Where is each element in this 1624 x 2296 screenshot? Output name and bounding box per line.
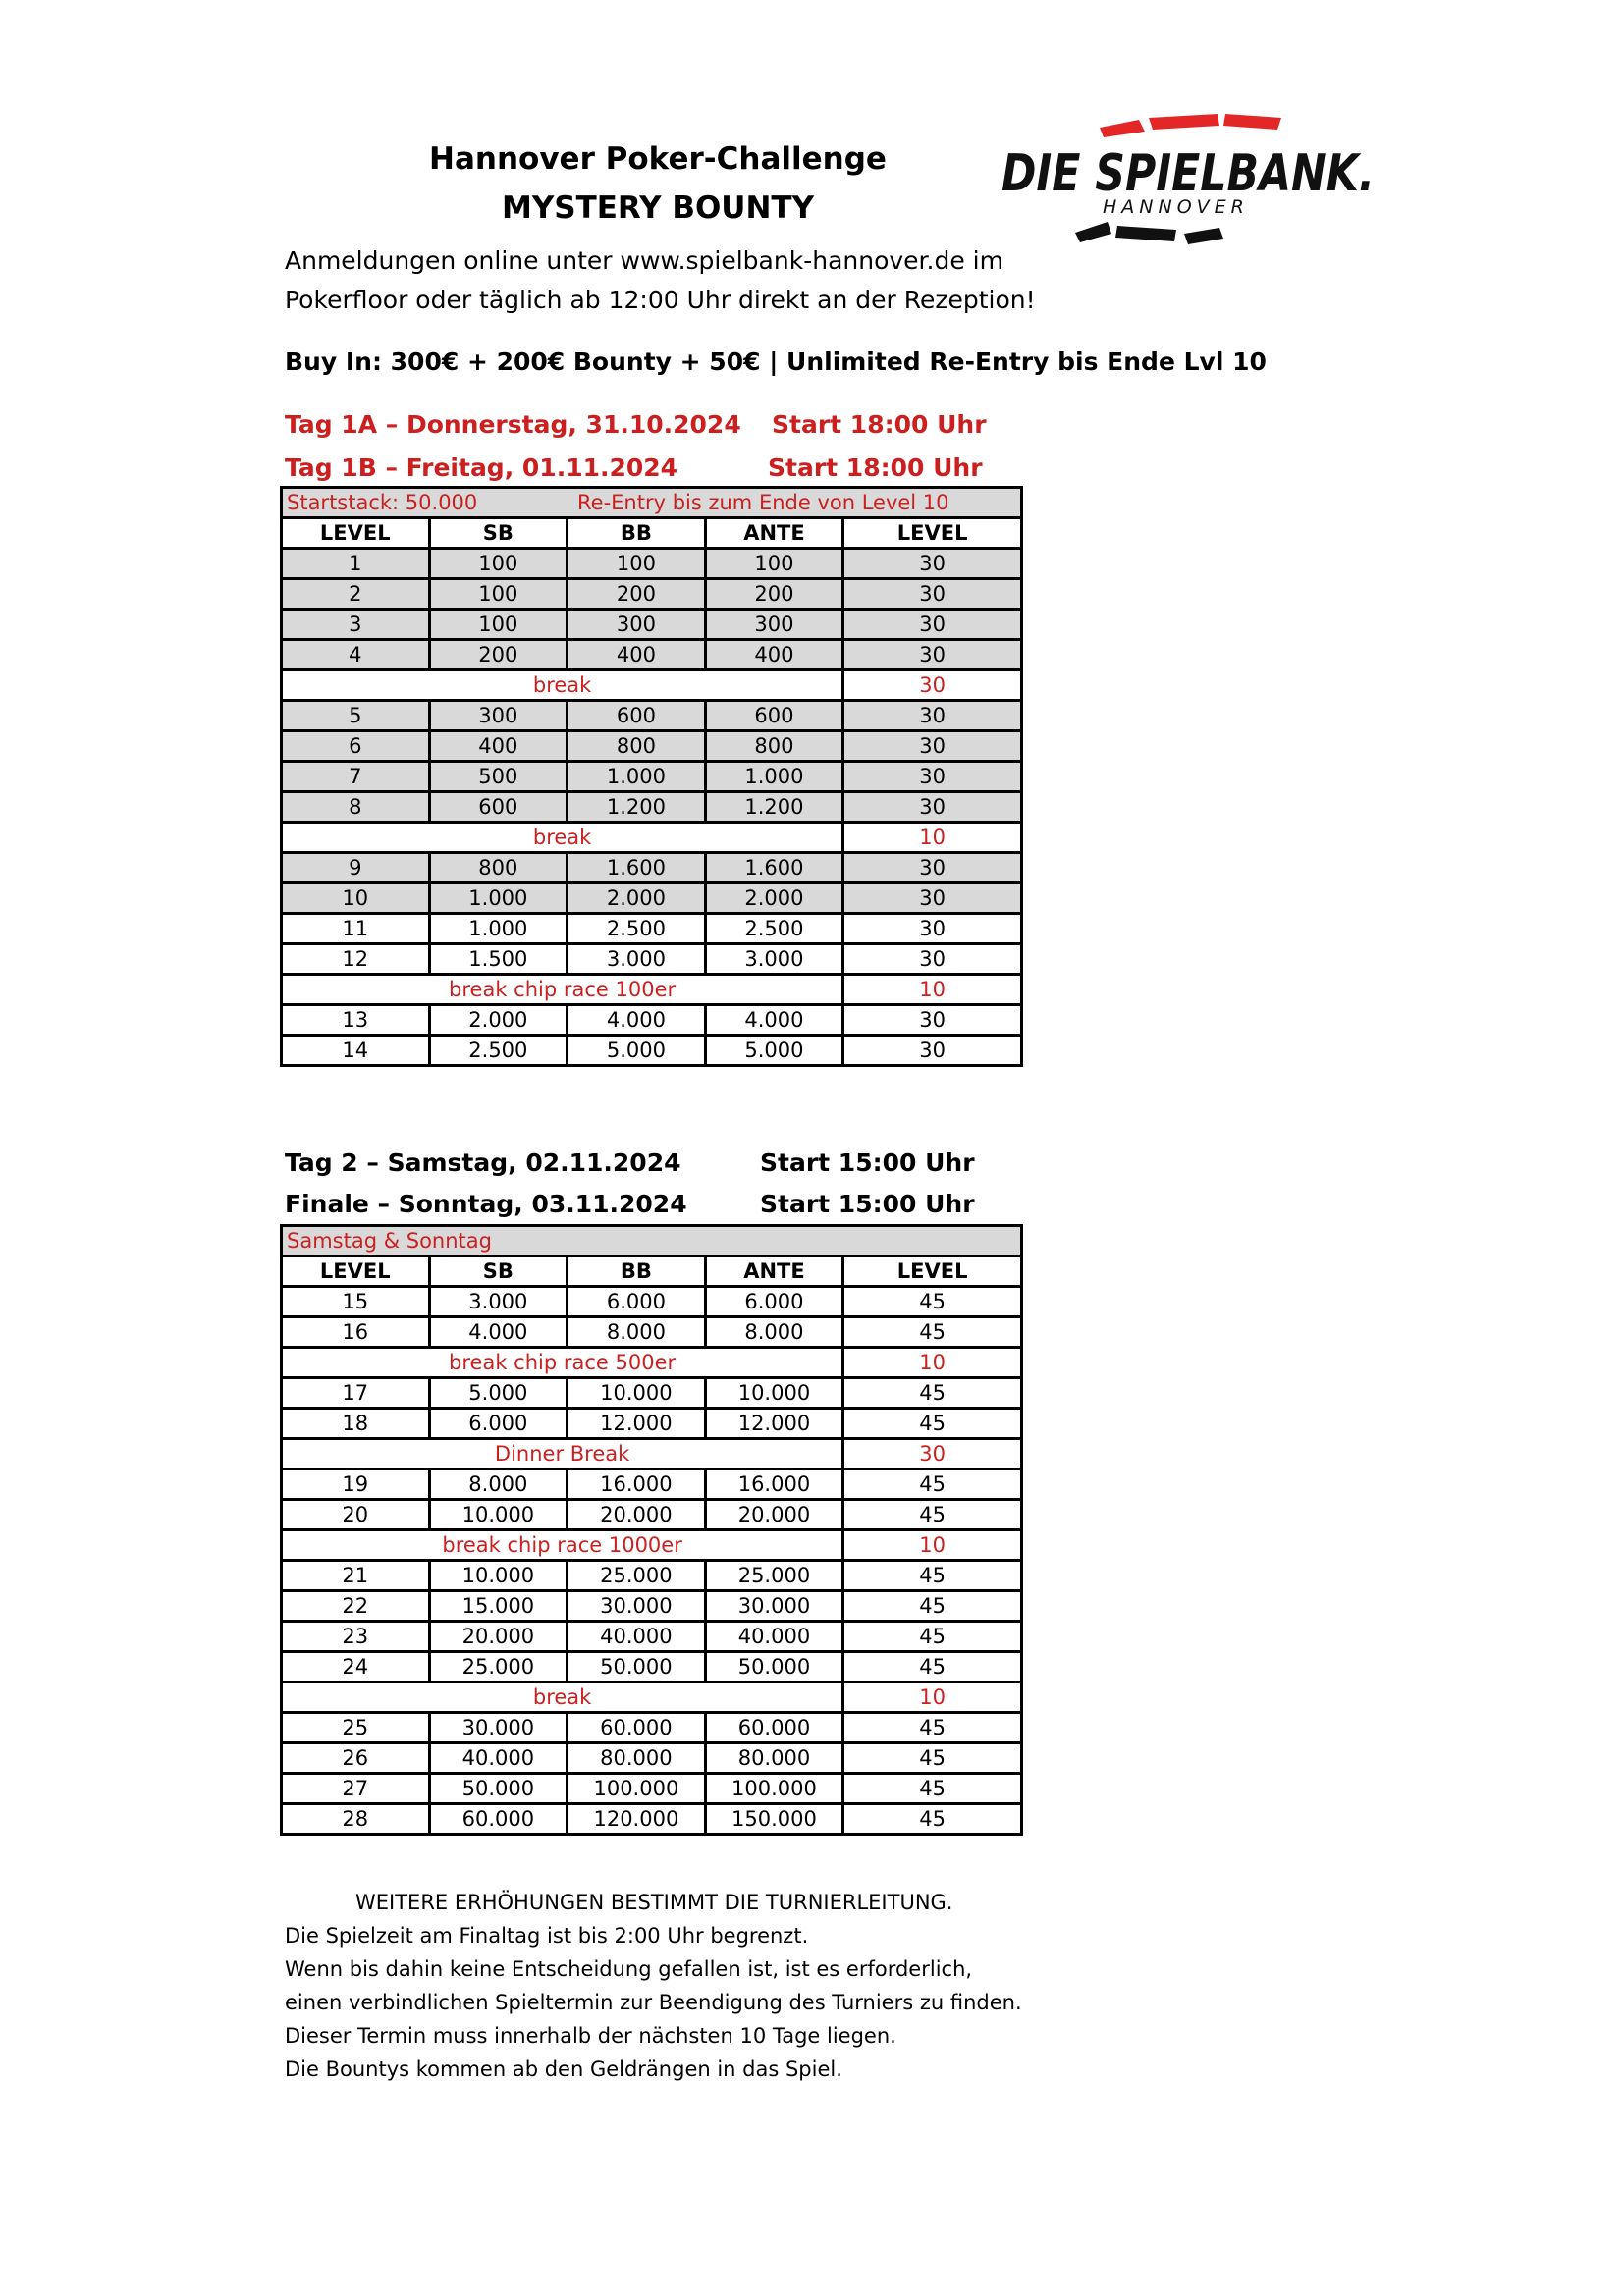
cell-level: 6	[282, 731, 430, 762]
cell-bb: 60.000	[568, 1713, 706, 1743]
table-info-row	[282, 1226, 1022, 1256]
footer-line: Dieser Termin muss innerhalb der nächsten 10 Tage liegen.	[285, 2024, 896, 2048]
cell-sb: 5.000	[429, 1378, 568, 1409]
cell-ante: 1.200	[705, 792, 843, 823]
cell-bb: 2.000	[568, 883, 706, 914]
cell-bb: 100	[568, 549, 706, 579]
cell-sb: 40.000	[429, 1743, 568, 1774]
level-row	[282, 549, 1022, 579]
cell-ante: 40.000	[705, 1622, 843, 1652]
cell-bb: 6.000	[568, 1287, 706, 1317]
cell-ante: 5.000	[705, 1036, 843, 1066]
level-row	[282, 1317, 1022, 1348]
cell-duration: 30	[843, 944, 1022, 975]
level-row	[282, 1469, 1022, 1500]
cell-ante: 30.000	[705, 1591, 843, 1622]
cell-ante: 200	[705, 579, 843, 610]
cell-sb: 8.000	[429, 1469, 568, 1500]
cell-duration: 30	[843, 549, 1022, 579]
day-2-start: Start 15:00 Uhr	[760, 1148, 975, 1177]
cell-level: 10	[282, 883, 430, 914]
cell-duration: 30	[843, 792, 1022, 823]
header-bb: BB	[568, 518, 706, 549]
footer-line: Die Bountys kommen ab den Geldrängen in das Spiel.	[285, 2057, 842, 2081]
cell-duration: 45	[843, 1317, 1022, 1348]
cell-sb: 200	[429, 640, 568, 670]
intro-line-1: Anmeldungen online unter www.spielbank-hannover.de im	[285, 246, 1003, 275]
cell-bb: 25.000	[568, 1561, 706, 1591]
cell-bb: 12.000	[568, 1409, 706, 1439]
cell-sb: 10.000	[429, 1561, 568, 1591]
cell-sb: 400	[429, 731, 568, 762]
cell-duration: 30	[843, 883, 1022, 914]
header-sb: SB	[429, 518, 568, 549]
break-duration: 10	[843, 823, 1022, 853]
break-label: break	[282, 670, 843, 701]
cell-ante: 300	[705, 610, 843, 640]
cell-level: 21	[282, 1561, 430, 1591]
cell-ante: 1.000	[705, 762, 843, 792]
svg-text:HANNOVER: HANNOVER	[1103, 196, 1249, 218]
tournament-director-notice: WEITERE ERHÖHUNGEN BESTIMMT DIE TURNIERLEITUNG.	[355, 1891, 953, 1914]
cell-ante: 20.000	[705, 1500, 843, 1530]
cell-bb: 30.000	[568, 1591, 706, 1622]
level-row	[282, 1287, 1022, 1317]
cell-bb: 40.000	[568, 1622, 706, 1652]
cell-sb: 10.000	[429, 1500, 568, 1530]
blind-structure-table-day2	[280, 1224, 1023, 1836]
cell-ante: 6.000	[705, 1287, 843, 1317]
cell-level: 27	[282, 1774, 430, 1804]
cell-level: 1	[282, 549, 430, 579]
cell-level: 15	[282, 1287, 430, 1317]
break-duration: 10	[843, 1530, 1022, 1561]
table-info-row	[282, 488, 1022, 518]
break-label: break chip race 100er	[282, 975, 843, 1005]
cell-duration: 30	[843, 762, 1022, 792]
cell-duration: 30	[843, 853, 1022, 883]
cell-duration: 45	[843, 1652, 1022, 1682]
day-2-label: Tag 2 – Samstag, 02.11.2024	[285, 1148, 681, 1177]
footer-line: Die Spielzeit am Finaltag ist bis 2:00 Uhr begrenzt.	[285, 1924, 809, 1948]
cell-ante: 16.000	[705, 1469, 843, 1500]
cell-level: 11	[282, 914, 430, 944]
cell-duration: 45	[843, 1743, 1022, 1774]
cell-level: 14	[282, 1036, 430, 1066]
buy-in-info: Buy In: 300€ + 200€ Bounty + 50€ | Unlimited Re-Entry bis Ende Lvl 10	[285, 347, 1267, 376]
cell-level: 2	[282, 579, 430, 610]
break-duration: 30	[843, 1439, 1022, 1469]
cell-duration: 45	[843, 1409, 1022, 1439]
cell-level: 8	[282, 792, 430, 823]
cell-duration: 45	[843, 1287, 1022, 1317]
cell-duration: 45	[843, 1378, 1022, 1409]
cell-level: 4	[282, 640, 430, 670]
cell-sb: 15.000	[429, 1591, 568, 1622]
cell-duration: 30	[843, 914, 1022, 944]
header-ante: ANTE	[705, 518, 843, 549]
break-duration: 30	[843, 670, 1022, 701]
level-row	[282, 1774, 1022, 1804]
header-duration: LEVEL	[843, 518, 1022, 549]
day-1a-label: Tag 1A – Donnerstag, 31.10.2024	[285, 410, 741, 439]
cell-ante: 60.000	[705, 1713, 843, 1743]
level-row	[282, 701, 1022, 731]
break-row	[282, 1348, 1022, 1378]
level-row	[282, 610, 1022, 640]
cell-sb: 2.500	[429, 1036, 568, 1066]
cell-duration: 45	[843, 1591, 1022, 1622]
header-ante: ANTE	[705, 1256, 843, 1287]
spielbank-logo	[1001, 110, 1394, 257]
cell-ante: 4.000	[705, 1005, 843, 1036]
finale-start: Start 15:00 Uhr	[760, 1190, 975, 1218]
cell-ante: 100	[705, 549, 843, 579]
days-label: Samstag & Sonntag	[287, 1229, 492, 1253]
re-entry-note: Re-Entry bis zum Ende von Level 10	[577, 491, 949, 514]
level-row	[282, 1652, 1022, 1682]
cell-level: 3	[282, 610, 430, 640]
level-row	[282, 731, 1022, 762]
cell-sb: 100	[429, 610, 568, 640]
cell-bb: 2.500	[568, 914, 706, 944]
cell-sb: 25.000	[429, 1652, 568, 1682]
break-row	[282, 1682, 1022, 1713]
cell-sb: 20.000	[429, 1622, 568, 1652]
day-1a-start: Start 18:00 Uhr	[772, 410, 987, 439]
cell-ante: 400	[705, 640, 843, 670]
cell-bb: 1.000	[568, 762, 706, 792]
cell-duration: 30	[843, 640, 1022, 670]
cell-bb: 1.200	[568, 792, 706, 823]
footer-line: einen verbindlichen Spieltermin zur Beendigung des Turniers zu finden.	[285, 1991, 1022, 2014]
cell-sb: 30.000	[429, 1713, 568, 1743]
level-row	[282, 1409, 1022, 1439]
break-duration: 10	[843, 975, 1022, 1005]
blind-structure-table-day1	[280, 486, 1023, 1067]
day-1b-label: Tag 1B – Freitag, 01.11.2024	[285, 454, 678, 482]
cell-duration: 45	[843, 1561, 1022, 1591]
document-subtitle: MYSTERY BOUNTY	[501, 190, 815, 226]
cell-ante: 2.500	[705, 914, 843, 944]
cell-bb: 10.000	[568, 1378, 706, 1409]
cell-bb: 4.000	[568, 1005, 706, 1036]
cell-sb: 3.000	[429, 1287, 568, 1317]
cell-level: 5	[282, 701, 430, 731]
break-label: break	[282, 1682, 843, 1713]
cell-level: 12	[282, 944, 430, 975]
cell-ante: 2.000	[705, 883, 843, 914]
cell-sb: 1.000	[429, 914, 568, 944]
cell-level: 9	[282, 853, 430, 883]
level-row	[282, 579, 1022, 610]
cell-ante: 3.000	[705, 944, 843, 975]
cell-bb: 100.000	[568, 1774, 706, 1804]
level-row	[282, 883, 1022, 914]
cell-sb: 100	[429, 579, 568, 610]
level-row	[282, 1036, 1022, 1066]
cell-ante: 1.600	[705, 853, 843, 883]
cell-duration: 30	[843, 1036, 1022, 1066]
cell-ante: 100.000	[705, 1774, 843, 1804]
day-1b-start: Start 18:00 Uhr	[768, 454, 983, 482]
break-row	[282, 670, 1022, 701]
cell-ante: 800	[705, 731, 843, 762]
cell-duration: 30	[843, 579, 1022, 610]
cell-sb: 500	[429, 762, 568, 792]
document-title: Hannover Poker-Challenge	[429, 141, 887, 177]
cell-ante: 10.000	[705, 1378, 843, 1409]
cell-bb: 20.000	[568, 1500, 706, 1530]
cell-level: 20	[282, 1500, 430, 1530]
level-row	[282, 1005, 1022, 1036]
intro-line-2: Pokerfloor oder täglich ab 12:00 Uhr direkt an der Rezeption!	[285, 286, 1036, 314]
cell-duration: 45	[843, 1713, 1022, 1743]
cell-bb: 800	[568, 731, 706, 762]
level-row	[282, 1561, 1022, 1591]
break-label: break chip race 500er	[282, 1348, 843, 1378]
level-row	[282, 1591, 1022, 1622]
cell-level: 22	[282, 1591, 430, 1622]
cell-bb: 8.000	[568, 1317, 706, 1348]
cell-duration: 45	[843, 1469, 1022, 1500]
header-sb: SB	[429, 1256, 568, 1287]
table-header-row	[282, 518, 1022, 549]
cell-sb: 300	[429, 701, 568, 731]
level-row	[282, 853, 1022, 883]
cell-bb: 16.000	[568, 1469, 706, 1500]
break-row	[282, 975, 1022, 1005]
level-row	[282, 640, 1022, 670]
cell-level: 26	[282, 1743, 430, 1774]
break-duration: 10	[843, 1682, 1022, 1713]
cell-sb: 4.000	[429, 1317, 568, 1348]
cell-level: 7	[282, 762, 430, 792]
break-duration: 10	[843, 1348, 1022, 1378]
level-row	[282, 792, 1022, 823]
cell-ante: 150.000	[705, 1804, 843, 1835]
header-duration: LEVEL	[843, 1256, 1022, 1287]
cell-level: 13	[282, 1005, 430, 1036]
break-label: break chip race 1000er	[282, 1530, 843, 1561]
finale-label: Finale – Sonntag, 03.11.2024	[285, 1190, 687, 1218]
cell-sb: 60.000	[429, 1804, 568, 1835]
cell-duration: 30	[843, 701, 1022, 731]
cell-sb: 100	[429, 549, 568, 579]
cell-level: 19	[282, 1469, 430, 1500]
cell-sb: 1.500	[429, 944, 568, 975]
cell-duration: 45	[843, 1804, 1022, 1835]
level-row	[282, 762, 1022, 792]
break-label: Dinner Break	[282, 1439, 843, 1469]
level-row	[282, 1500, 1022, 1530]
cell-sb: 6.000	[429, 1409, 568, 1439]
table-header-row	[282, 1256, 1022, 1287]
cell-level: 23	[282, 1622, 430, 1652]
cell-duration: 45	[843, 1774, 1022, 1804]
break-row	[282, 1439, 1022, 1469]
cell-bb: 50.000	[568, 1652, 706, 1682]
cell-bb: 200	[568, 579, 706, 610]
cell-bb: 600	[568, 701, 706, 731]
cell-ante: 8.000	[705, 1317, 843, 1348]
cell-ante: 600	[705, 701, 843, 731]
cell-ante: 50.000	[705, 1652, 843, 1682]
cell-sb: 600	[429, 792, 568, 823]
cell-bb: 300	[568, 610, 706, 640]
cell-level: 18	[282, 1409, 430, 1439]
break-row	[282, 1530, 1022, 1561]
cell-level: 17	[282, 1378, 430, 1409]
footer-line: Wenn bis dahin keine Entscheidung gefallen ist, ist es erforderlich,	[285, 1957, 973, 1981]
cell-duration: 30	[843, 1005, 1022, 1036]
header-level: LEVEL	[282, 518, 430, 549]
cell-ante: 25.000	[705, 1561, 843, 1591]
svg-text:DIE SPIELBANK.: DIE SPIELBANK.	[1001, 144, 1375, 203]
cell-level: 28	[282, 1804, 430, 1835]
cell-bb: 3.000	[568, 944, 706, 975]
cell-duration: 45	[843, 1622, 1022, 1652]
level-row	[282, 944, 1022, 975]
cell-bb: 5.000	[568, 1036, 706, 1066]
level-row	[282, 1804, 1022, 1835]
cell-duration: 45	[843, 1500, 1022, 1530]
cell-sb: 50.000	[429, 1774, 568, 1804]
cell-ante: 12.000	[705, 1409, 843, 1439]
level-row	[282, 914, 1022, 944]
startstack-label: Startstack: 50.000	[287, 491, 478, 514]
cell-bb: 1.600	[568, 853, 706, 883]
level-row	[282, 1378, 1022, 1409]
level-row	[282, 1622, 1022, 1652]
cell-level: 16	[282, 1317, 430, 1348]
cell-sb: 2.000	[429, 1005, 568, 1036]
level-row	[282, 1713, 1022, 1743]
cell-level: 25	[282, 1713, 430, 1743]
cell-bb: 120.000	[568, 1804, 706, 1835]
cell-sb: 800	[429, 853, 568, 883]
level-row	[282, 1743, 1022, 1774]
header-level: LEVEL	[282, 1256, 430, 1287]
break-row	[282, 823, 1022, 853]
cell-level: 24	[282, 1652, 430, 1682]
cell-bb: 400	[568, 640, 706, 670]
cell-duration: 30	[843, 610, 1022, 640]
cell-sb: 1.000	[429, 883, 568, 914]
cell-duration: 30	[843, 731, 1022, 762]
cell-bb: 80.000	[568, 1743, 706, 1774]
cell-ante: 80.000	[705, 1743, 843, 1774]
break-label: break	[282, 823, 843, 853]
header-bb: BB	[568, 1256, 706, 1287]
